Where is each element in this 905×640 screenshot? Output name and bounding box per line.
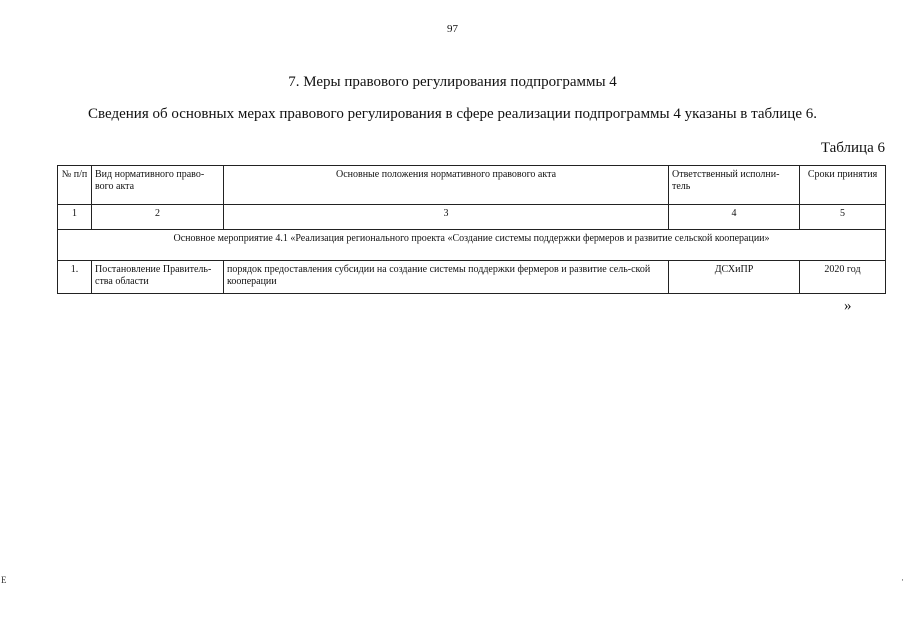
intro-paragraph: Сведения об основных мерах правового регулирования в сфере реализации подпрограммы 4 указаны в таблице 6. [88,106,817,122]
row-num: 1. [58,261,92,294]
page-number: 97 [447,23,458,35]
header-deadline: Сроки принятия [800,166,886,205]
column-number: 1 [58,205,92,230]
column-number: 5 [800,205,886,230]
row-responsible: ДСХиПР [669,261,800,294]
header-provisions: Основные положения нормативного правового акта [224,166,669,205]
column-number: 2 [92,205,224,230]
regulation-table [57,165,886,294]
closing-quote: » [844,298,852,314]
column-number: 4 [669,205,800,230]
header-act-type: Вид нормативного право-вого акта [92,166,224,205]
table-label: Таблица 6 [820,140,885,156]
column-numbers-row [58,205,886,230]
column-number: 3 [224,205,669,230]
subheader-row [58,230,886,261]
row-act-type: Постановление Правитель-ства области [92,261,224,294]
left-margin-mark: Е [1,575,7,585]
row-provisions: порядок предоставления субсидии на создание системы поддержки фермеров и развитие сель-ской кооперации [224,261,669,294]
table-header-row [58,166,886,205]
header-num: № п/п [58,166,92,205]
table-row [58,261,886,294]
right-margin-mark: · [901,575,904,585]
row-deadline: 2020 год [800,261,886,294]
section-title: 7. Меры правового регулирования подпрограммы 4 [288,74,617,90]
header-responsible: Ответственный исполни-тель [669,166,800,205]
main-activity-subheader: Основное мероприятие 4.1 «Реализация регионального проекта «Создание системы поддержки фермеров и развитие сельской кооперации» [58,230,886,261]
